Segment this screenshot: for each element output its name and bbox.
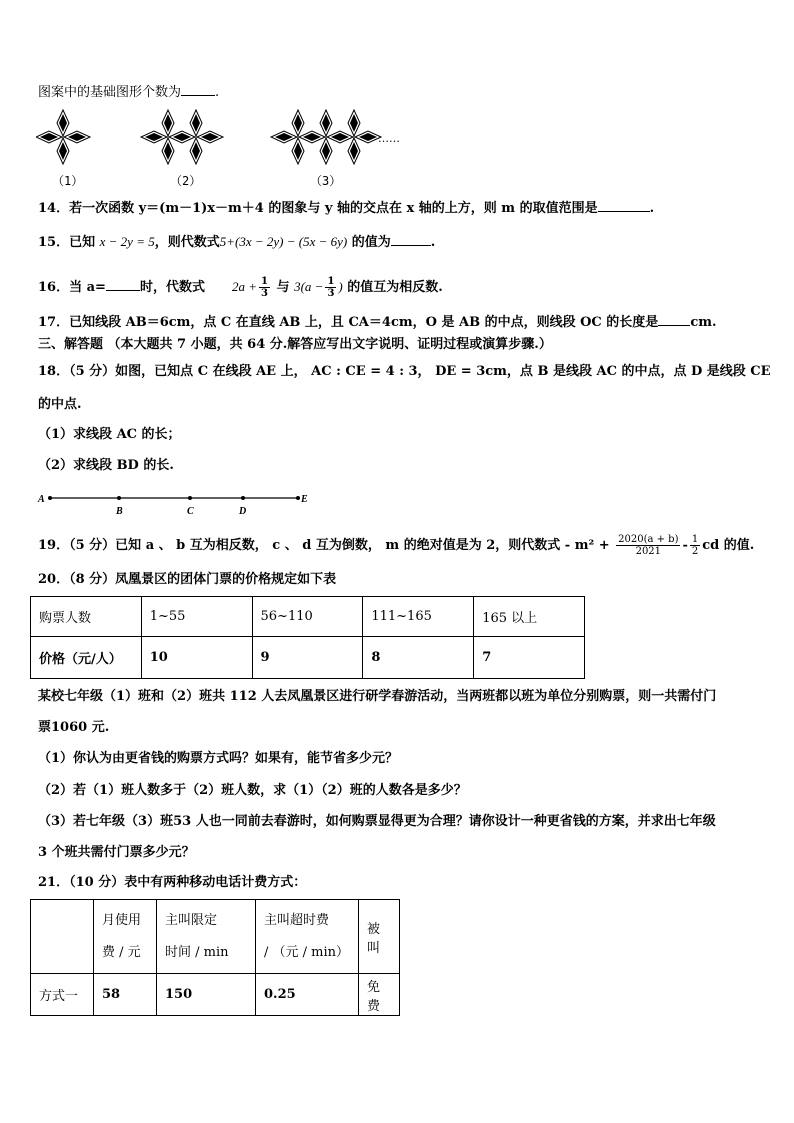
- operator: -: [682, 538, 688, 553]
- table-header-cell: [31, 900, 94, 974]
- question-14: [38, 199, 654, 217]
- question-18-sub-1: （1）求线段 AC 的长；: [38, 427, 181, 442]
- math-expression: 2a +: [232, 279, 258, 294]
- table-cell: 10: [141, 637, 252, 679]
- question-16: [38, 276, 443, 299]
- table-cell: 方式一: [31, 974, 94, 1016]
- question-number: 21．: [38, 875, 70, 890]
- phone-billing-table: [30, 899, 400, 1016]
- figure-dots: ……: [378, 132, 400, 145]
- point-c-label: C: [187, 506, 194, 516]
- header-line: 费 / 元: [102, 944, 141, 960]
- table-row: [31, 637, 585, 679]
- question-text: （8 分）凤凰景区的团体门票的价格规定如下表: [69, 572, 337, 587]
- figure-2: [141, 110, 223, 164]
- ticket-price-table: [30, 596, 585, 679]
- table-cell: 58: [94, 974, 157, 1016]
- math-expression: 5+(3x − 2y) − (5x − 6y): [219, 234, 348, 249]
- answer-blank: [106, 278, 140, 291]
- table-cell: 购票人数: [31, 597, 142, 637]
- question-18-sub-2: （2）求线段 BD 的长.: [38, 458, 174, 473]
- answer-blank: [658, 313, 690, 326]
- fraction-one-half: [690, 534, 700, 557]
- question-text: 已知线段 AB＝6cm，点 C 在直线 AB 上，且 CA＝4cm，O 是 AB 的中点，则线段 OC 的长度是: [69, 315, 659, 330]
- question-text: 当 a=: [69, 280, 106, 295]
- header-line: 主叫超时费: [264, 912, 330, 928]
- numerator: 1: [261, 276, 269, 287]
- question-text: （5 分）已知 a 、 b 互为相反数， c 、 d 互为倒数， m 的绝对值是为 2，则代数式 - m² +: [69, 538, 610, 553]
- table-cell: 8: [363, 637, 474, 679]
- question-20-sub-3a: （3）若七年级（3）班53 人也一同前去春游时，如何购票显得更为合理？请你设计一种更省钱的方案，并求出七年级: [38, 814, 716, 829]
- figure-label-3: （3）: [310, 174, 342, 188]
- question-number: 15．: [38, 235, 70, 250]
- table-cell: 1~55: [141, 597, 252, 637]
- figure-label-2: （2）: [170, 174, 202, 188]
- intro-line: [38, 83, 219, 101]
- question-19: [38, 534, 754, 557]
- point-d-label: D: [239, 506, 247, 516]
- period: .: [215, 85, 220, 100]
- table-header-cell: [94, 900, 157, 974]
- answer-blank: [181, 83, 215, 96]
- point-e-dot: [296, 496, 300, 500]
- question-number: 17．: [38, 315, 70, 330]
- fraction-2020: [616, 534, 680, 557]
- numerator: 1: [327, 276, 335, 287]
- period: .: [649, 201, 655, 216]
- fraction-one-third: [259, 276, 270, 299]
- math-expression: x − 2y = 5: [99, 234, 155, 249]
- question-text: cd 的值.: [702, 538, 755, 553]
- table-header-cell: [256, 900, 359, 974]
- header-line: 月使用: [102, 912, 142, 928]
- table-cell: 9: [252, 637, 363, 679]
- table-row: [31, 974, 400, 1016]
- question-18-line-2: 的中点.: [38, 397, 82, 412]
- question-17: [38, 313, 717, 331]
- point-a-label: A: [38, 494, 45, 505]
- question-text: 的值为: [351, 235, 391, 250]
- question-text: （10 分）表中有两种移动电话计费方式：: [69, 875, 307, 890]
- period: .: [430, 235, 436, 250]
- point-d-dot: [241, 496, 245, 500]
- table-cell: 150: [157, 974, 256, 1016]
- header-line: / （元 / min）: [264, 944, 350, 960]
- question-text: 已知: [69, 235, 96, 250]
- question-text: ，则代数式: [154, 235, 220, 250]
- question-text: 时，代数式: [139, 280, 205, 295]
- question-number: 18．: [38, 364, 70, 379]
- denominator: 2: [691, 546, 699, 557]
- table-header-row: [31, 900, 400, 974]
- question-20-sub-1: （1）你认为由更省钱的购票方式吗？如果有，能节省多少元？: [38, 751, 399, 766]
- answer-blank: [598, 199, 650, 212]
- table-cell: 56~110: [252, 597, 363, 637]
- question-text: 的值互为相反数.: [347, 280, 443, 295]
- question-21-intro: [38, 875, 306, 891]
- question-number: 14．: [38, 201, 70, 216]
- table-cell: 价格（元/人）: [31, 637, 142, 679]
- math-expression: 3(a −: [294, 279, 324, 294]
- point-b-label: B: [116, 506, 123, 516]
- question-20-intro: [38, 572, 336, 588]
- question-number: 16．: [38, 280, 70, 295]
- question-15: [38, 233, 435, 251]
- pattern-figure: [36, 108, 416, 168]
- table-cell: 165 以上: [474, 597, 585, 637]
- question-number: 19．: [38, 538, 70, 553]
- numerator: 2020(a + b): [618, 534, 679, 545]
- answer-blank: [391, 233, 431, 246]
- header-line: 时间 / min: [165, 944, 229, 960]
- fraction-one-third: [325, 276, 336, 299]
- unit: cm.: [690, 315, 717, 330]
- intro-text: 图案中的基础图形个数为: [38, 85, 182, 100]
- point-b-dot: [117, 496, 121, 500]
- table-cell: 免费: [359, 974, 400, 1016]
- question-text: 与: [276, 280, 290, 295]
- figure-1: [36, 110, 90, 164]
- denominator: 3: [261, 288, 269, 299]
- table-cell: 111~165: [363, 597, 474, 637]
- question-20-sub-3b: 3 个班共需付门票多少元？: [38, 845, 195, 860]
- question-20-para-1: 某校七年级（1）班和（2）班共 112 人去凤凰景区进行研学春游活动，当两班都以班为单位分别购票，则一共需付门: [38, 689, 717, 704]
- numerator: 1: [691, 534, 699, 545]
- question-20-para-2: 票1060 元.: [38, 720, 110, 735]
- figure-label-1: （1）: [52, 174, 84, 188]
- table-header-cell: [157, 900, 256, 974]
- question-text: 若一次函数 y＝(m－1)x－m＋4 的图象与 y 轴的交点在 x 轴的上方，则 m 的取值范围是: [69, 201, 598, 216]
- header-line: 主叫限定: [165, 912, 218, 928]
- table-row: [31, 597, 585, 637]
- point-e-label: E: [301, 494, 308, 505]
- figure-3: [271, 110, 381, 164]
- point-a-dot: [48, 496, 52, 500]
- denominator: 2021: [635, 546, 662, 557]
- line-segment-figure: [36, 490, 316, 516]
- question-number: 20．: [38, 572, 70, 587]
- section-heading: 三、解答题 （本大题共 7 小题，共 64 分.解答应写出文字说明、证明过程或演算步骤.）: [38, 337, 552, 352]
- math-expression: ): [338, 279, 343, 294]
- question-20-sub-2: （2）若（1）班人数多于（2）班人数，求（1）（2）班的人数各是多少？: [38, 783, 467, 798]
- table-cell: 0.25: [256, 974, 359, 1016]
- table-header-cell: 被叫: [359, 900, 400, 974]
- table-cell: 7: [474, 637, 585, 679]
- question-18-line-1: [38, 364, 771, 380]
- point-c-dot: [188, 496, 192, 500]
- denominator: 3: [327, 288, 335, 299]
- question-text: （5 分）如图，已知点 C 在线段 AE 上， AC : CE = 4 : 3， DE = 3cm，点 B 是线段 AC 的中点，点 D 是线段 CE: [69, 364, 771, 379]
